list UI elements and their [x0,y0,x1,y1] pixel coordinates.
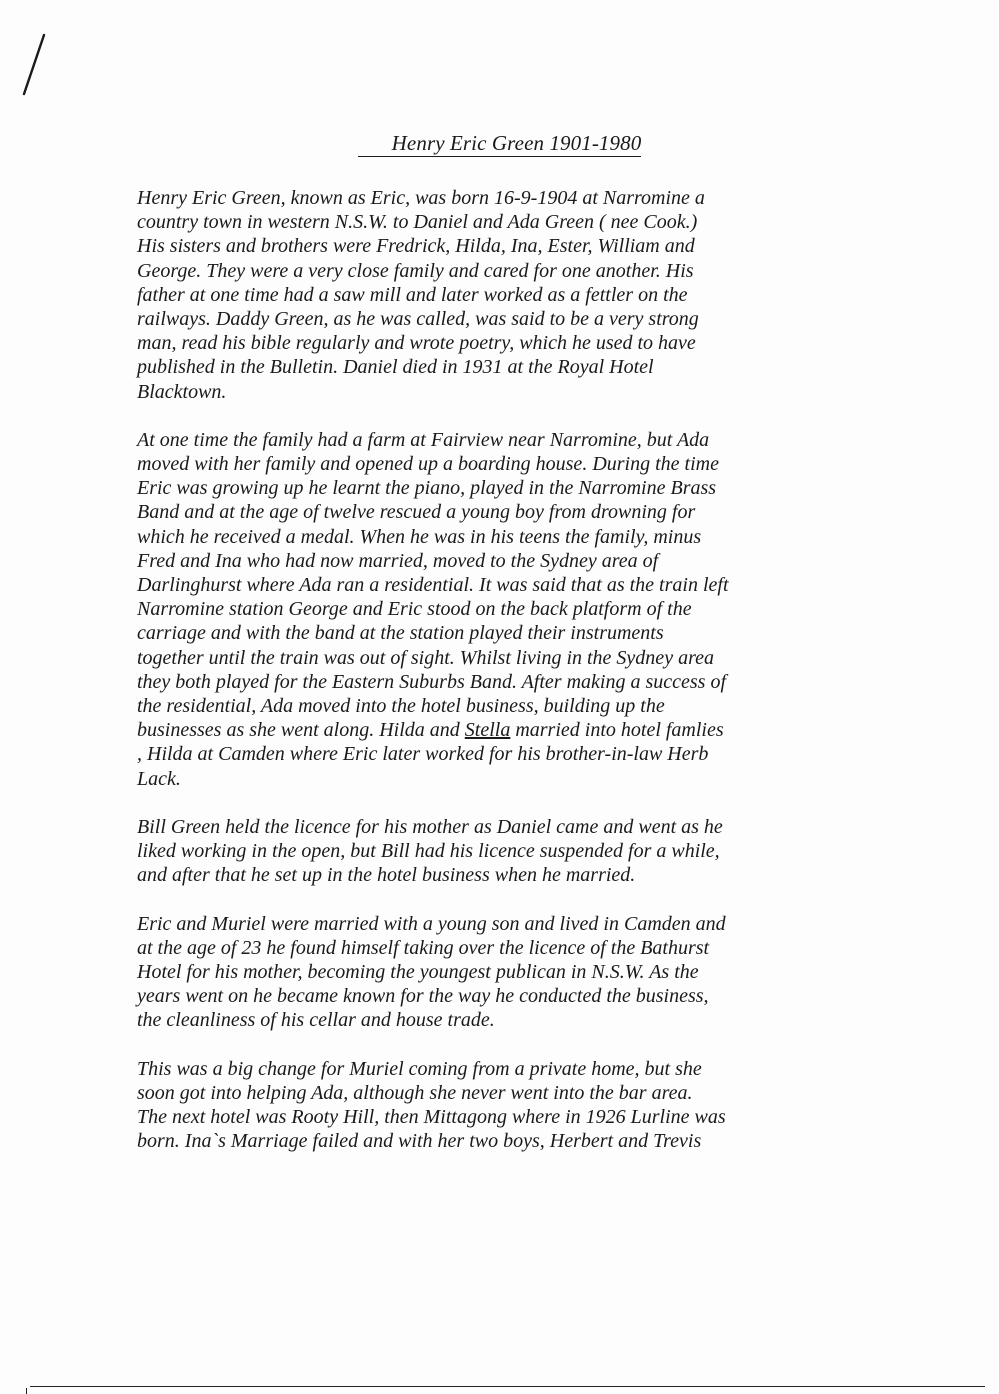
paragraph-3 [137,815,857,888]
paragraph-5 [137,1057,857,1154]
text-line: Henry Eric Green, known as Eric, was born 16-9-1904 at Narromine a [137,187,705,209]
underlined-name-stella: Stella [464,719,511,742]
page-bottom-rule [30,1386,985,1387]
text-line: man, read his bible regularly and wrote poetry, which he used to have [137,332,696,355]
paragraph-4 [137,912,857,1033]
text-line: , Hilda at Camden where Eric later worked for his brother-in-law Herb [137,743,709,766]
text-line: Eric was growing up he learnt the piano, played in the Narromine Brass [137,477,717,500]
document-title-text: Henry Eric Green 1901-1980 [358,131,642,157]
text-line: carriage and with the band at the station played their instruments [137,622,664,645]
text-fragment: businesses as she went along. Hilda and [137,719,465,742]
text-line: at the age of 23 he found himself taking over the licence of the Bathurst [137,936,710,959]
text-line: liked working in the open, but Bill had his licence suspended for a while, [137,840,720,863]
paragraph-2 [137,428,857,791]
text-line: George. They were a very close family and cared for one another. His [137,259,694,282]
text-line: Fred and Ina who had now married, moved to the Sydney area of [137,549,659,572]
text-line: and after that he set up in the hotel business when he married. [137,864,636,887]
slash-mark [14,30,54,100]
text-line: This was a big change for Muriel coming from a private home, but she [137,1057,702,1080]
text-line: they both played for the Eastern Suburbs Band. After making a success of [137,670,726,693]
document-body [137,186,857,1178]
text-line: born. Ina`s Marriage failed and with her two boys, Herbert and Trevis [137,1130,702,1153]
text-line: Hotel for his mother, becoming the youngest publican in N.S.W. As the [137,961,699,983]
document-title [0,131,999,157]
text-line: railways. Daddy Green, as he was called, was said to be a very strong [137,307,699,330]
text-line: soon got into helping Ada, although she never went into the bar area. [137,1081,693,1104]
text-line: father at one time had a saw mill and later worked as a fettler on the [137,283,688,306]
scan-edge-mark [26,1388,27,1394]
text-line: together until the train was out of sight. Whilst living in the Sydney area [137,646,714,669]
text-fragment: married into hotel famlies [510,719,724,742]
text-line: Bill Green held the licence for his mother as Daniel came and went as he [137,815,723,838]
text-line: Blacktown. [137,380,227,403]
text-line: Lack. [137,767,181,790]
text-line: The next hotel was Rooty Hill, then Mittagong where in 1926 Lurline was [137,1106,726,1129]
text-line: Eric and Muriel were married with a young son and lived in Camden and [137,912,726,935]
text-line: country town in western N.S.W. to Daniel and Ada Green ( nee Cook.) [137,211,698,234]
text-line: Narromine station George and Eric stood on the back platform of the [137,598,692,621]
text-line: which he received a medal. When he was in his teens the family, minus [137,525,702,548]
text-line: Darlinghurst where Ada ran a residential. It was said that as the train left [137,574,729,596]
text-line: His sisters and brothers were Fredrick, Hilda, Ina, Ester, William and [137,235,695,258]
text-line: At one time the family had a farm at Fairview near Narromine, but Ada [137,428,710,451]
text-line: Band and at the age of twelve rescued a young boy from drowning for [137,501,696,524]
text-line: years went on he became known for the way he conducted the business, [137,985,709,1008]
text-line: published in the Bulletin. Daniel died in 1931 at the Royal Hotel [137,356,654,379]
text-line: the residential, Ada moved into the hotel business, building up the [137,694,665,717]
paragraph-1 [137,186,857,404]
text-line: moved with her family and opened up a boarding house. During the time [137,453,719,476]
text-line-stella [137,718,857,742]
text-line: the cleanliness of his cellar and house trade. [137,1009,495,1032]
